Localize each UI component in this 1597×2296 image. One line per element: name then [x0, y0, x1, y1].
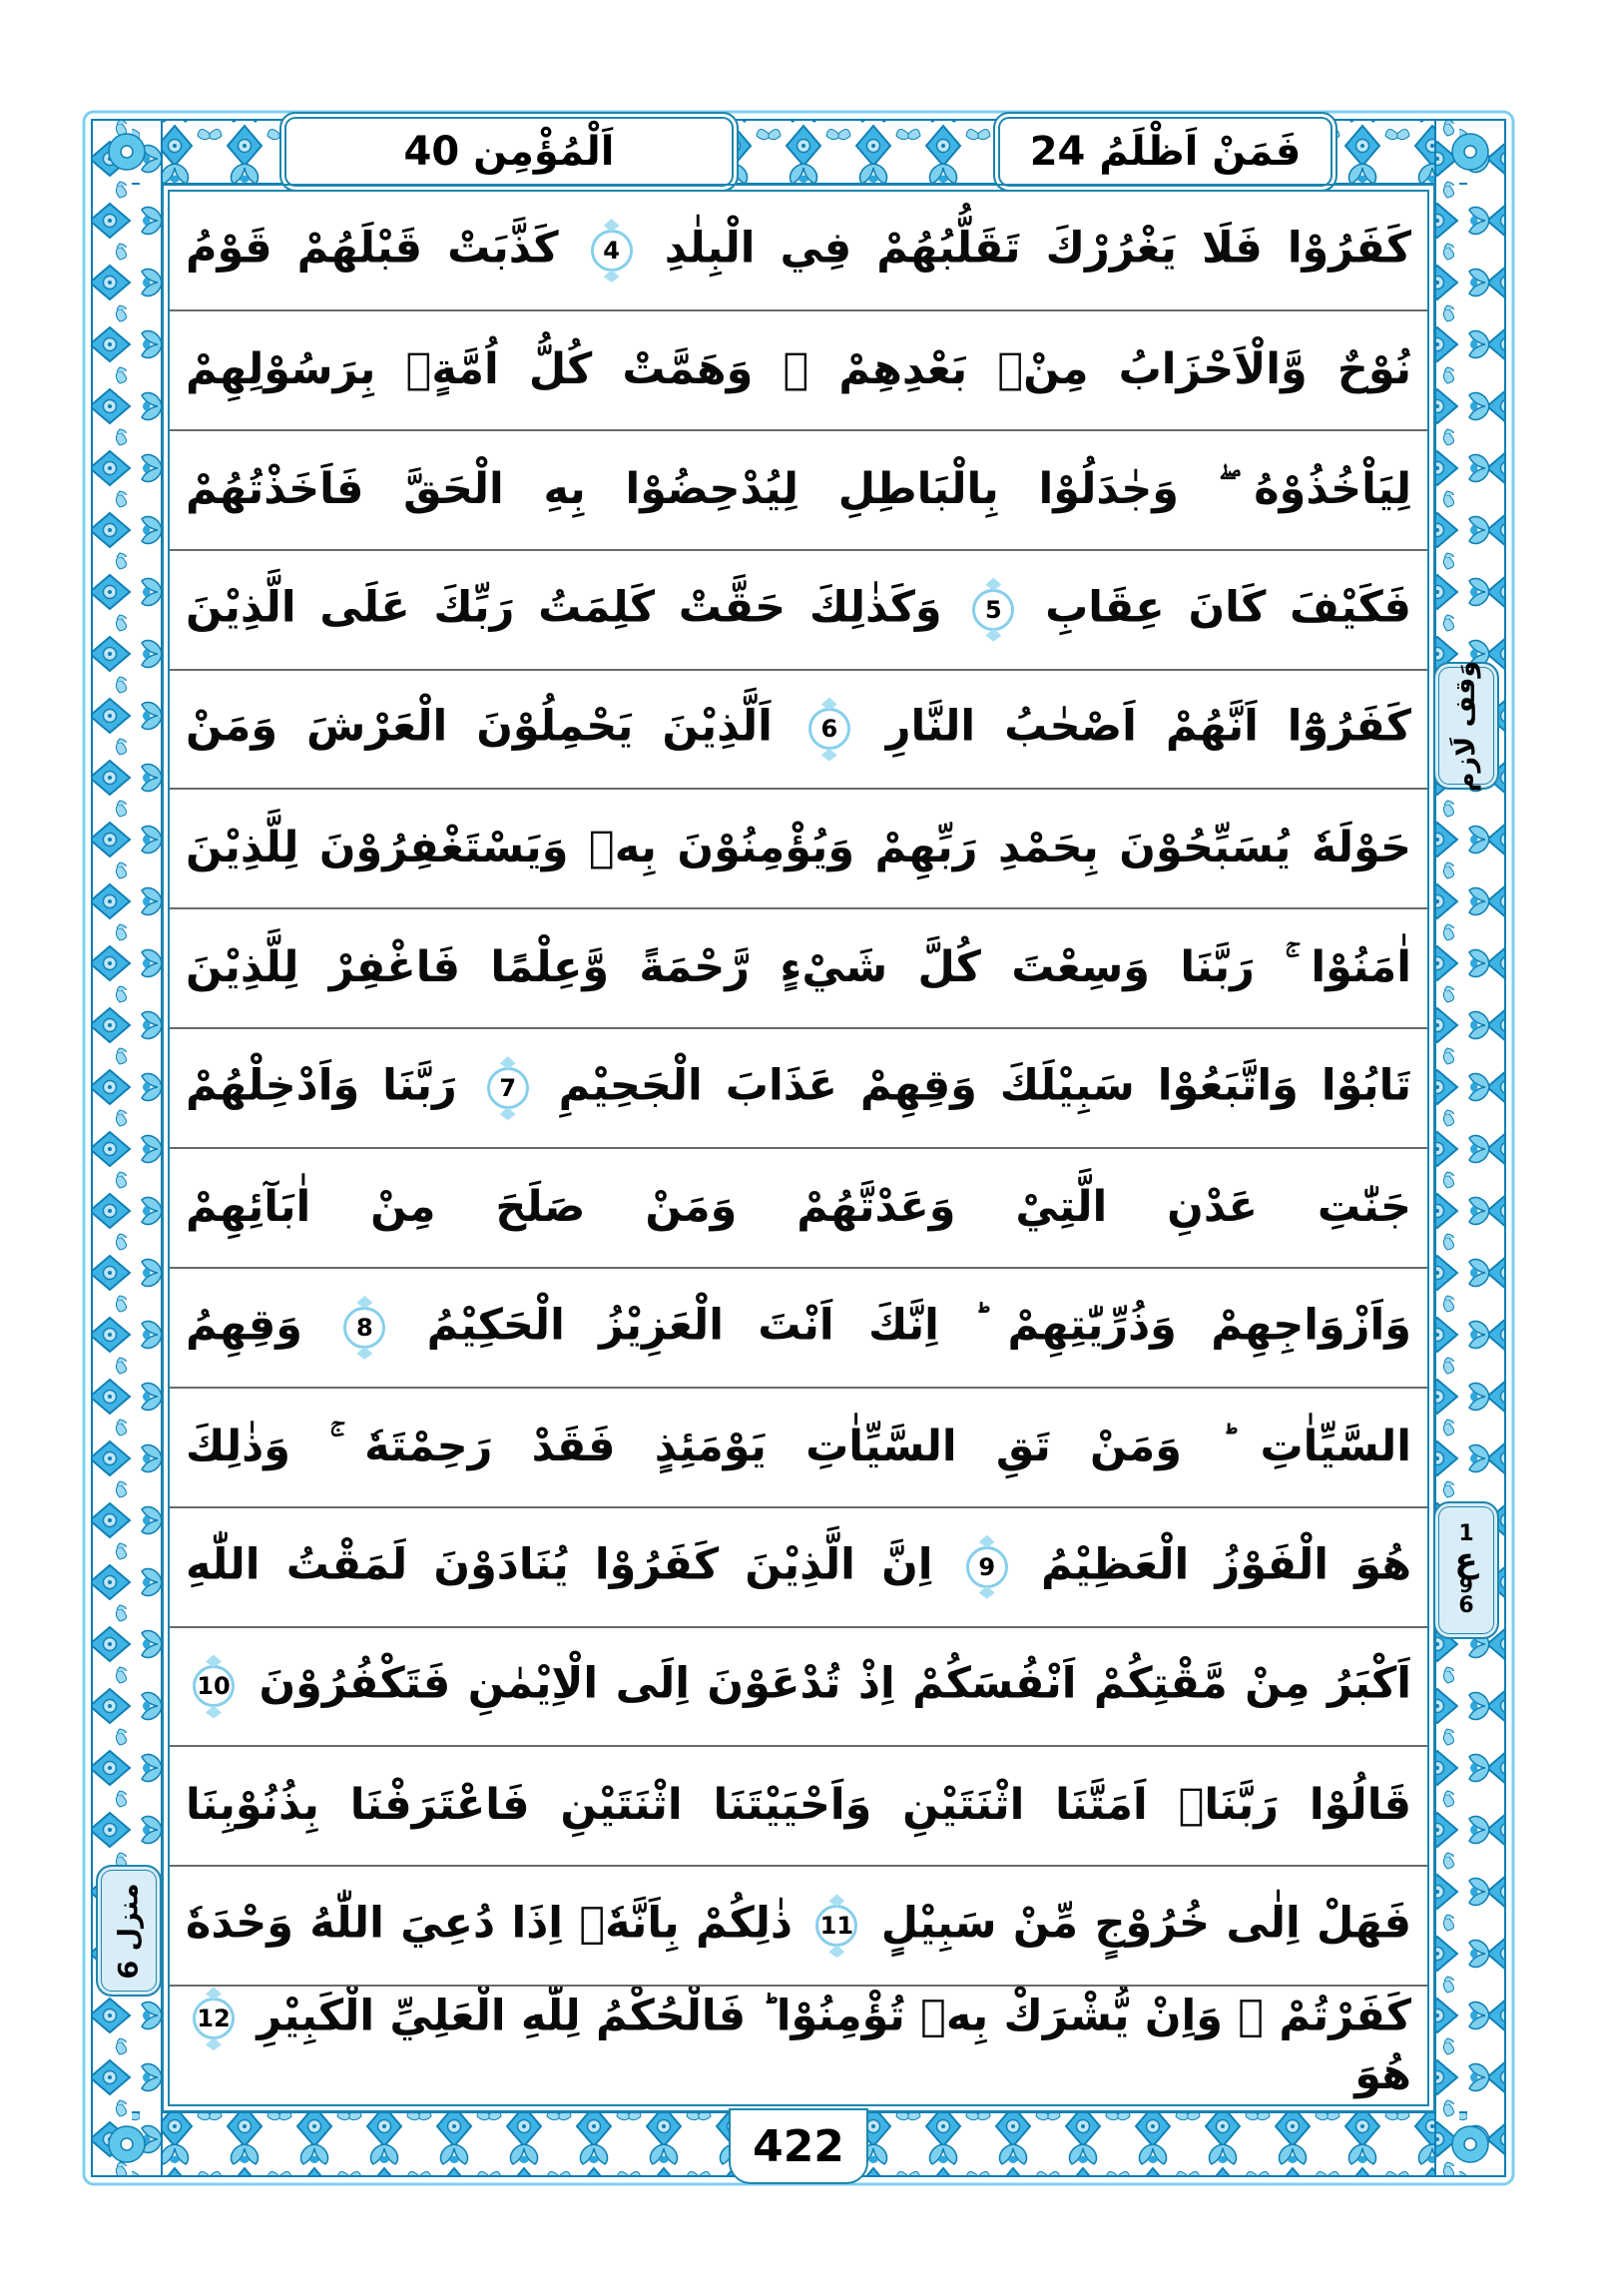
- ayah-text: فَكَيْفَ كَانَ عِقَابِ: [1045, 582, 1411, 633]
- ayah-text: وَاَزْوَاجِهِمْ وَذُرِّيّٰتِهِمْ ؕ اِنَّكَ اَنْتَ الْعَزِيْزُ الْحَكِيْمُ: [426, 1300, 1411, 1351]
- ayah-text: كَفَرْتُمْ ۚ وَاِنْ يُّشْرَكْ بِهٖ تُؤْمِنُوْا ؕ فَالْحُكْمُ لِلّٰهِ الْعَلِيِّ الْكَبِيْرِ: [257, 1991, 1411, 2041]
- ayah-text: اَكْبَرُ مِنْ مَّقْتِكُمْ اَنْفُسَكُمْ اِذْ تُدْعَوْنَ اِلَى الْاِيْمٰنِ فَتَكْفُرُوْنَ: [259, 1658, 1411, 1709]
- quran-line: [170, 1029, 1427, 1149]
- ayah-text: رَبَّنَا وَاَدْخِلْهُمْ: [186, 1060, 457, 1111]
- quran-line: [170, 1508, 1427, 1628]
- ayah-text: نُوْحٌ وَّالْاَحْزَابُ مِنْۢ بَعْدِهِمْ ۖ وَهَمَّتْ كُلُّ اُمَّةٍۭ بِرَسُوْلِهِمْ: [186, 343, 1411, 394]
- ruku-juz-count: 6: [1458, 1593, 1474, 1619]
- ayah-text: اِنَّ الَّذِيْنَ كَفَرُوْا يُنَادَوْنَ لَمَقْتُ اللّٰهِ: [186, 1539, 933, 1590]
- quran-line: [170, 1149, 1427, 1269]
- ayah-text: اٰمَنُوْا ۚ رَبَّنَا وَسِعْتَ كُلَّ شَيْءٍ رَّحْمَةً وَّعِلْمًا فَاغْفِرْ لِلَّذِيْنَ: [186, 942, 1411, 993]
- quran-line: [170, 790, 1427, 909]
- verse-marker: [191, 1989, 237, 2048]
- verse-number: 10: [193, 1665, 235, 1707]
- manzil-tab: [96, 1865, 162, 1997]
- verse-marker: [485, 1058, 531, 1118]
- verse-number: 11: [815, 1905, 857, 1947]
- verse-number: 4: [591, 230, 633, 272]
- ayah-text: تَابُوْا وَاتَّبَعُوْا سَبِيْلَكَ وَقِهِمْ عَذَابَ الْجَحِيْمِ: [558, 1060, 1411, 1111]
- verse-marker: [813, 1896, 859, 1956]
- quran-line: [170, 909, 1427, 1029]
- ayah-text: فَهَلْ اِلٰى خُرُوْجٍ مِّنْ سَبِيْلٍ: [880, 1898, 1411, 1949]
- surah-name-label: اَلْمُؤْمِن 40: [403, 129, 615, 175]
- ayah-text: كَفَرُوْا فَلَا يَغْرُرْكَ تَقَلُّبُهُمْ فِي الْبِلٰدِ: [664, 223, 1411, 274]
- verse-number: 7: [487, 1067, 529, 1109]
- manzil-label: منزل 6: [113, 1882, 145, 1980]
- quran-line: [170, 1747, 1427, 1867]
- ayah-text: هُوَ: [1354, 2049, 1411, 2100]
- juz-name-label: فَمَنْ اَظْلَمُ 24: [1029, 129, 1302, 175]
- ruku-ayah-count: 9: [1459, 1573, 1473, 1598]
- quran-line: [170, 1987, 1427, 2104]
- ayah-text: كَفَرُوْٓا اَنَّهُمْ اَصْحٰبُ النَّارِ: [885, 701, 1411, 752]
- verse-marker: [970, 580, 1016, 640]
- ruku-marker-tab: [1433, 1501, 1499, 1639]
- verse-number: 5: [972, 589, 1014, 631]
- quran-line: [170, 671, 1427, 791]
- verse-number: 8: [343, 1307, 385, 1349]
- juz-name-tab: [993, 112, 1337, 192]
- ruku-ain-glyph: ع: [1454, 1539, 1478, 1580]
- ayah-text: السَّيِّاٰتِ ؕ وَمَنْ تَقِ السَّيِّاٰتِ يَوْمَئِذٍ فَقَدْ رَحِمْتَهٗ ۚ وَذٰلِكَ: [186, 1421, 1411, 1471]
- verse-number: 6: [808, 708, 850, 750]
- verse-marker: [589, 221, 635, 281]
- ayah-text: هُوَ الْفَوْزُ الْعَظِيْمُ: [1040, 1539, 1412, 1590]
- ayah-text: وَكَذٰلِكَ حَقَّتْ كَلِمَتُ رَبِّكَ عَلَى الَّذِيْنَ: [186, 582, 942, 633]
- lines-container: [170, 192, 1427, 2104]
- quran-line: [170, 1269, 1427, 1389]
- waqf-lazim-label: وَقف لَازم: [1450, 660, 1482, 792]
- ayah-text: جَنّٰتِ عَدْنِ الَّتِيْ وَعَدْتَّهُمْ وَمَنْ صَلَحَ مِنْ اٰبَآئِهِمْ: [186, 1182, 1411, 1233]
- verse-marker: [964, 1537, 1010, 1597]
- surah-name-tab: [279, 112, 739, 192]
- quran-line: [170, 1389, 1427, 1508]
- quran-line: [170, 1628, 1427, 1748]
- verse-number: 9: [966, 1546, 1008, 1588]
- verse-marker: [806, 699, 852, 759]
- text-frame: [168, 190, 1429, 2106]
- verse-marker: [191, 1656, 237, 1716]
- ayah-text: لِيَاْخُذُوْهُ ۖ وَجٰدَلُوْا بِالْبَاطِلِ لِيُدْحِضُوْا بِهِ الْحَقَّ فَاَخَذْتُهُمْ: [186, 463, 1411, 514]
- quran-line: [170, 192, 1427, 311]
- ruku-surah-count: 1: [1458, 1520, 1474, 1546]
- page-number-tab: [729, 2108, 868, 2184]
- quran-line: [170, 1867, 1427, 1987]
- quran-line: [170, 431, 1427, 551]
- ayah-text: اَلَّذِيْنَ يَحْمِلُوْنَ الْعَرْشَ وَمَنْ: [186, 701, 773, 752]
- verse-marker: [341, 1298, 387, 1358]
- waqf-lazim-tab: [1433, 662, 1499, 790]
- quran-line: [170, 311, 1427, 431]
- ayah-text: قَالُوْا رَبَّنَاۤ اَمَتَّنَا اثْنَتَيْنِ وَاَحْيَيْتَنَا اثْنَتَيْنِ فَاعْتَرَفْنَا بِذُنُوْبِنَا: [186, 1780, 1411, 1831]
- quran-line: [170, 551, 1427, 671]
- ayah-text: وَقِهِمُ: [186, 1300, 302, 1351]
- page-number: 422: [753, 2120, 844, 2172]
- verse-number: 12: [193, 1998, 235, 2039]
- ayah-text: حَوْلَهٗ يُسَبِّحُوْنَ بِحَمْدِ رَبِّهِمْ وَيُؤْمِنُوْنَ بِهٖ وَيَسْتَغْفِرُوْنَ لِلَّذِيْنَ: [186, 823, 1411, 873]
- ayah-text: كَذَّبَتْ قَبْلَهُمْ قَوْمُ: [186, 223, 559, 274]
- ayah-text: ذٰلِكُمْ بِاَنَّهٗۤ اِذَا دُعِيَ اللّٰهُ وَحْدَهٗ: [186, 1898, 793, 1949]
